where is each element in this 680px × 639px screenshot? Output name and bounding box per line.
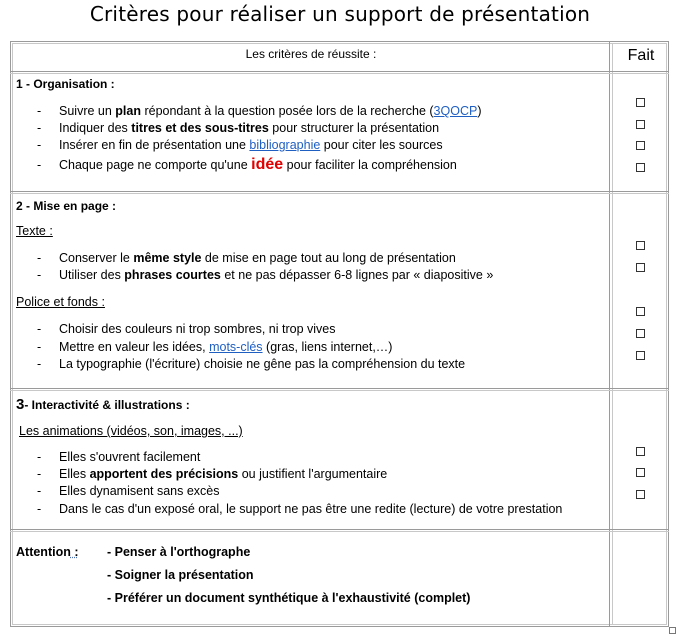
list-item: - La typographie (l'écriture) choisie ne gêne pas la compréhension du texte	[37, 357, 466, 371]
done-checkbox[interactable]	[636, 120, 645, 129]
resize-handle[interactable]	[669, 627, 676, 634]
list-item: - Elles apportent des précisions ou justifient l'argumentaire	[37, 467, 388, 481]
list-item: - Indiquer des titres et des sous-titres pour structurer la présentation	[37, 121, 440, 135]
subsection-police-fonds: Police et fonds :	[16, 295, 105, 309]
list-item: - Elles dynamisent sans excès	[37, 484, 220, 498]
section-interactivite-title: 3- Interactivité & illustrations :	[16, 396, 190, 413]
done-checkbox[interactable]	[636, 490, 645, 499]
link-bibliographie[interactable]: bibliographie	[249, 138, 321, 152]
done-checkbox[interactable]	[636, 141, 645, 150]
attention-item: - Préférer un document synthétique à l'exhaustivité (complet)	[107, 591, 471, 605]
list-item: - Dans le cas d'un exposé oral, le support ne pas être une redite (lecture) de votre prestation	[37, 502, 563, 516]
done-checkbox[interactable]	[636, 307, 645, 316]
attention-label: Attention :	[16, 545, 79, 559]
done-checkbox[interactable]	[636, 329, 645, 338]
list-item: - Insérer en fin de présentation une bibliographie pour citer les sources	[37, 138, 443, 152]
document-title: Critères pour réaliser un support de présentation	[89, 2, 591, 26]
done-checkbox[interactable]	[636, 468, 645, 477]
attention-item: - Penser à l'orthographe	[107, 545, 251, 559]
link-3qocp[interactable]: 3QOCP	[433, 104, 478, 118]
section-organisation-title: 1 - Organisation :	[16, 77, 115, 91]
attention-item: - Soigner la présentation	[107, 568, 254, 582]
list-item: - Mettre en valeur les idées, mots-clés (gras, liens internet,…)	[37, 340, 393, 354]
done-header: Fait	[627, 47, 655, 64]
link-mots-cles[interactable]: mots-clés	[209, 340, 263, 354]
list-item: - Suivre un plan répondant à la question posée lors de la recherche (3QOCP)	[37, 104, 482, 118]
done-checkbox[interactable]	[636, 163, 645, 172]
done-checkbox[interactable]	[636, 98, 645, 107]
criteria-header: Les critères de réussite :	[245, 47, 377, 61]
list-item: - Choisir des couleurs ni trop sombres, ni trop vives	[37, 322, 336, 336]
list-item: - Chaque page ne comporte qu'une idée pour faciliter la compréhension	[37, 156, 457, 173]
subsection-animations: Les animations (vidéos, son, images, ...)	[19, 424, 243, 438]
done-checkbox[interactable]	[636, 263, 645, 272]
done-checkbox[interactable]	[636, 241, 645, 250]
subsection-texte: Texte :	[16, 224, 53, 238]
done-checkbox[interactable]	[636, 447, 645, 456]
done-checkbox[interactable]	[636, 351, 645, 360]
list-item: - Conserver le même style de mise en page tout au long de présentation	[37, 251, 456, 265]
list-item: - Elles s'ouvrent facilement	[37, 450, 201, 464]
section-mise-en-page-title: 2 - Mise en page :	[16, 199, 117, 213]
list-item: - Utiliser des phrases courtes et ne pas dépasser 6-8 lignes par « diapositive »	[37, 268, 494, 282]
